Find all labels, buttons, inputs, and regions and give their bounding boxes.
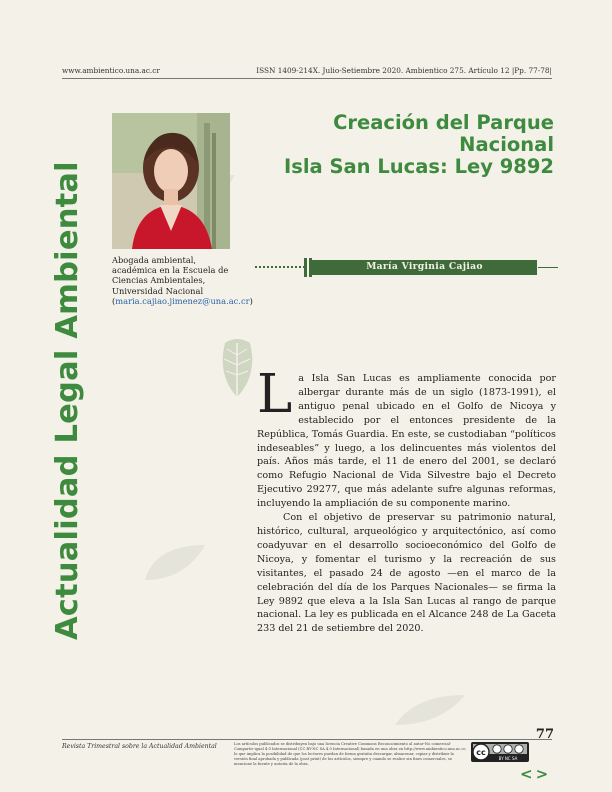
author-photo <box>112 113 230 249</box>
email-close-paren: ) <box>249 295 253 306</box>
author-bar-tail <box>538 267 558 268</box>
article-title-line1: Creación del Parque Nacional <box>333 111 554 156</box>
article-body <box>257 364 556 636</box>
article-title-line2: Isla San Lucas: Ley 9892 <box>283 155 554 178</box>
email-open-paren: ( <box>112 295 116 306</box>
author-name-bar <box>312 260 537 275</box>
author-dotted-rule <box>255 266 305 268</box>
license-text: Los artículos publicados se distribuyen bajo una licencia Creative Commons Reconocimiento al autor-No comercial-Compartir igual 4.0 Internacional (CC BY-NC SA 4.0 Internacional) basada en una obra en http://www.ambientico.una.ac.cr, lo que implica la posibilidad de que los lectores puedan de forma gratuita descargar, almacenar, copiar y distribuir la versión final aprobada y publicada (post print) de los artículos, siempre y cuando se realice sin fines comerciales, se mencione la fuente y autoría de la obra. <box>234 742 466 767</box>
author-email-link[interactable]: maria.cajiao.jimenez@una.ac.cr <box>115 295 250 306</box>
author-bio <box>112 255 253 306</box>
drop-cap: L <box>257 364 293 425</box>
section-title: Actualidad Legal Ambiental <box>50 161 85 640</box>
cc-license-badge[interactable] <box>471 742 529 762</box>
header-divider <box>62 78 552 79</box>
page-number: 77 <box>535 727 554 742</box>
background-leaf-icon <box>140 540 210 585</box>
header-issn: ISSN 1409-214X. Julio-Setiembre 2020. Ambientico 275. Artículo 12 |Pp. 77-78| <box>256 66 552 75</box>
cc-logo-text: cc <box>476 748 486 757</box>
leaf-ornament-icon <box>215 335 260 400</box>
author-bio-text: Abogada ambiental, académica en la Escuela de Ciencias Ambientales, Universidad Nacional <box>112 255 229 296</box>
cc-terms-text: BY NC SA <box>498 756 518 761</box>
next-page-button[interactable]: > <box>535 765 552 783</box>
background-leaf-icon <box>390 690 470 730</box>
paragraph-1-text: a Isla San Lucas es ampliamente conocida por albergar durante más de un siglo (1873-1991), el antiguo penal ubicado en el Golfo de Nicoya y establecido por el entonces presidente de la República, Tomás Guardia. En este, se custodiaban “políticos indeseables” y luego, a los delincuentes más violentos del país. Años más tarde, el 11 de enero del 2001, se declaró como Refugio Nacional de Vida Silvestre bajo el Decreto Ejecutivo 29277, que más adelante sufre algunas reformas, incluyendo la ampliación de su componente marino. <box>257 373 556 510</box>
footer-divider <box>62 739 552 740</box>
prev-page-button[interactable]: < <box>520 765 536 783</box>
journal-tagline: Revista Trimestral sobre la Actualidad Ambiental <box>62 743 217 750</box>
article-title <box>234 112 554 178</box>
page-navigation <box>520 765 551 783</box>
paragraph-2: Con el objetivo de preservar su patrimonio natural, histórico, cultural, arqueológico y arquitectónico, así como coadyuvar en el desarrollo socioeconómico del Golfo de Nicoya, y fomentar el turismo y la recreación de sus visitantes, el pasado 24 de agosto —en el marco de la celebración del día de los Parques Nacionales— se firma la Ley 9892 que eleva a la Isla San Lucas al rango de parque nacional. La ley es publicada en el Alcance 248 de La Gaceta 233 del 21 de setiembre del 2020. <box>257 512 556 635</box>
paragraph-1 <box>257 364 556 511</box>
header-website: www.ambientico.una.ac.cr <box>62 66 160 75</box>
author-name: María Virginia Cajiao <box>366 261 483 272</box>
